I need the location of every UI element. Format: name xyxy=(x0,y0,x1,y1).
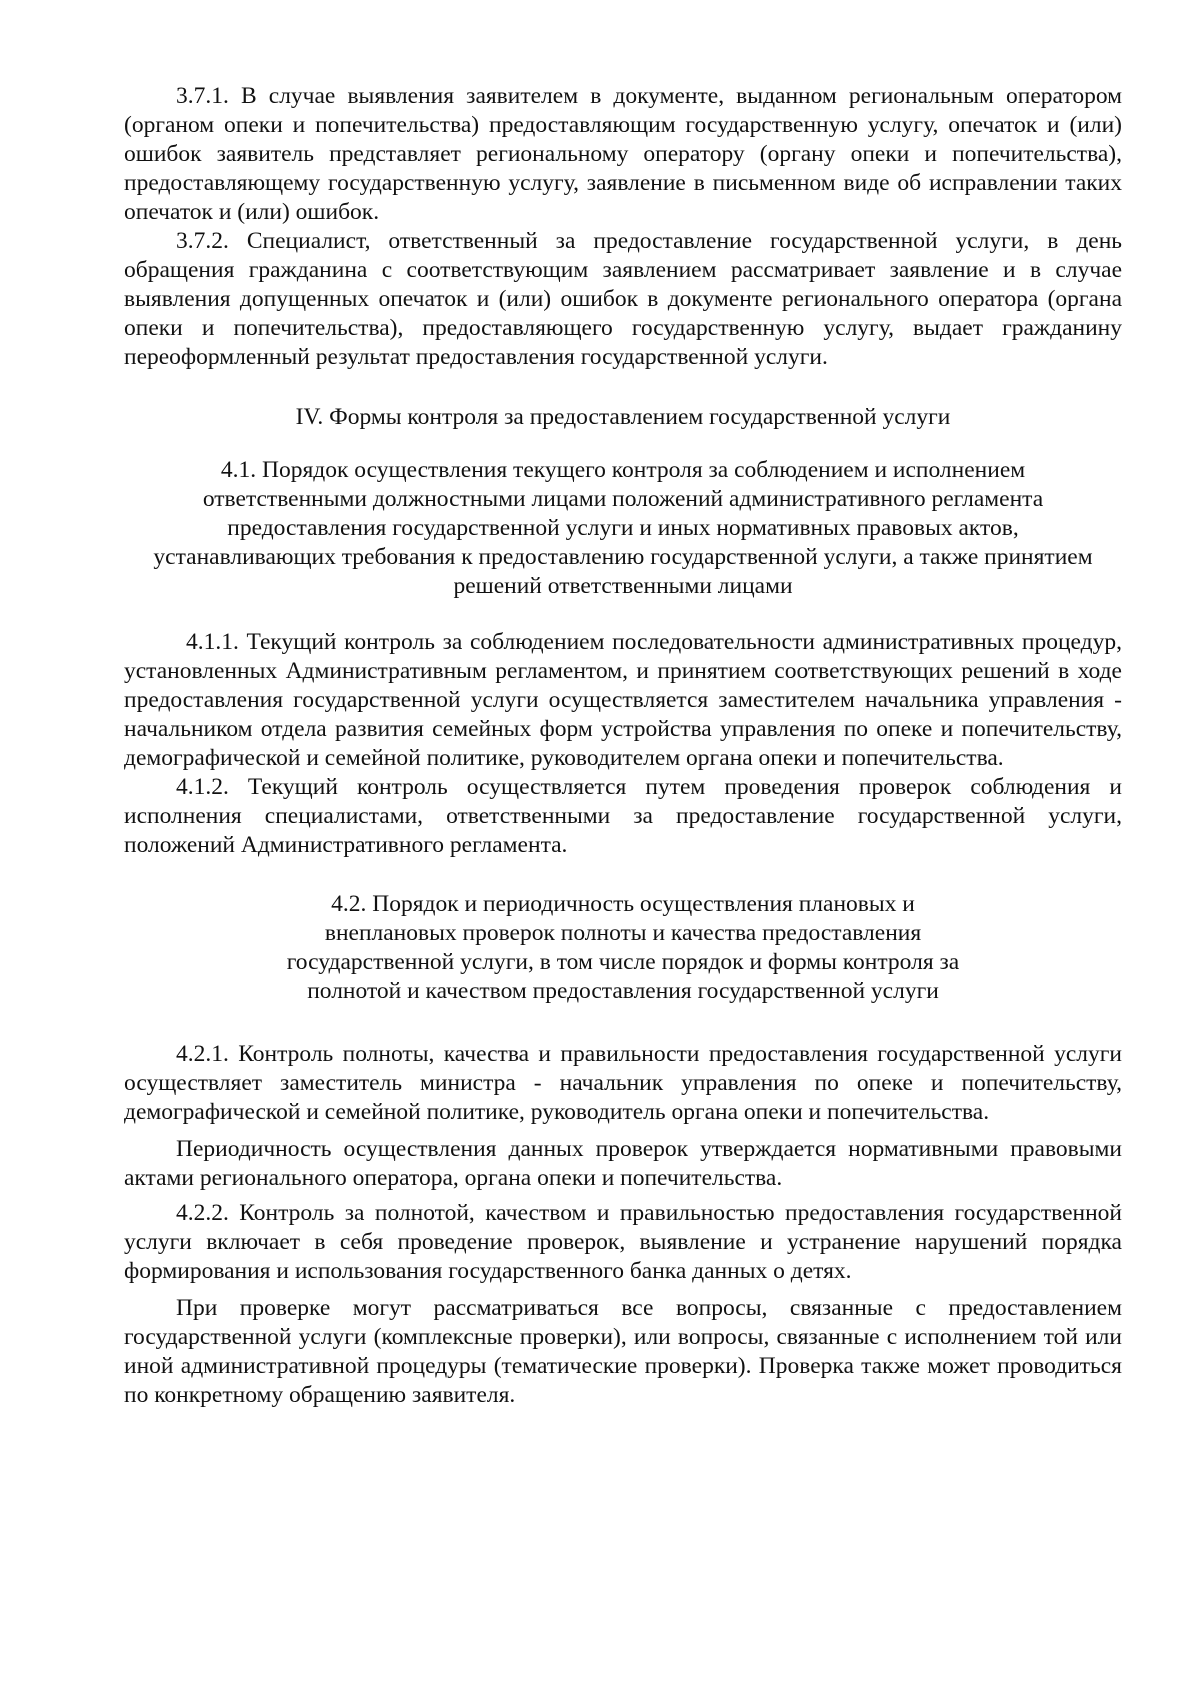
paragraph-3-7-1: 3.7.1. В случае выявления заявителем в документе, выданном региональным оператором (органом опеки и попечительства) предоставляющим государственную услугу, опечаток и (или) ошибок заявитель представляет региональному оператору (органу опеки и попечительства), предоставляющему государственную услугу, заявление в письменном виде об исправлении таких опечаток и (или) ошибок. xyxy=(124,83,1122,225)
paragraph-4-1-1: 4.1.1. Текущий контроль за соблюдением последовательности административных процедур, установленных Административным регламентом, и принятием соответствующих решений в ходе предоставления государственной услуги осуществляется заместителем начальника управления - начальником отдела развития семейных форм устройства управления по опеке и попечительству, демографической и семейной политике, руководителем органа опеки и попечительства. xyxy=(124,629,1122,771)
paragraph-inspection: При проверке могут рассматриваться все вопросы, связанные с предоставлением государственной услуги (комплексные проверки), или вопросы, связанные с исполнением той или иной административной процедуры (тематические проверки). Проверка также может проводиться по конкретному обращению заявителя. xyxy=(124,1295,1122,1408)
paragraph-periodicity: Периодичность осуществления данных проверок утверждается нормативными правовыми актами регионального оператора, органа опеки и попечительства. xyxy=(124,1136,1122,1191)
subsection-4-1-title: 4.1. Порядок осуществления текущего контроля за соблюдением и исполнением ответственными должностными лицами положений административного регламента предоставления государственной услуги и иных нормативных правовых актов, устанавливающих требования к предоставлению государственной услуги, а также принятием решений ответственными лицами xyxy=(153,457,1093,599)
subsection-4-2-title: 4.2. Порядок и периодичность осуществления плановых и внеплановых проверок полноты и качества предоставления государственной услуги, в том числе порядок и формы контроля за полнотой и качеством предоставления государственной услуги xyxy=(286,891,960,1004)
paragraph-4-1-2: 4.1.2. Текущий контроль осуществляется путем проведения проверок соблюдения и исполнения специалистами, ответственными за предоставление государственной услуги, положений Административного регламента. xyxy=(124,774,1122,858)
paragraph-4-2-1: 4.2.1. Контроль полноты, качества и правильности предоставления государственной услуги осуществляет заместитель министра - начальник управления по опеке и попечительству, демографической и семейной политике, руководитель органа опеки и попечительства. xyxy=(124,1041,1122,1125)
section-iv-title: IV. Формы контроля за предоставлением государственной услуги xyxy=(295,404,951,430)
paragraph-4-2-2: 4.2.2. Контроль за полнотой, качеством и правильностью предоставления государственной услуги включает в себя проведение проверок, выявление и устранение нарушений порядка формирования и использования государственного банка данных о детях. xyxy=(124,1200,1122,1284)
paragraph-3-7-2: 3.7.2. Специалист, ответственный за предоставление государственной услуги, в день обращения гражданина с соответствующим заявлением рассматривает заявление и в случае выявления допущенных опечаток и (или) ошибок в документе регионального оператора (органа опеки и попечительства), предоставляющего государственную услугу, выдает гражданину переоформленный результат предоставления государственной услуги. xyxy=(124,228,1122,370)
document-page xyxy=(124,82,1122,1410)
